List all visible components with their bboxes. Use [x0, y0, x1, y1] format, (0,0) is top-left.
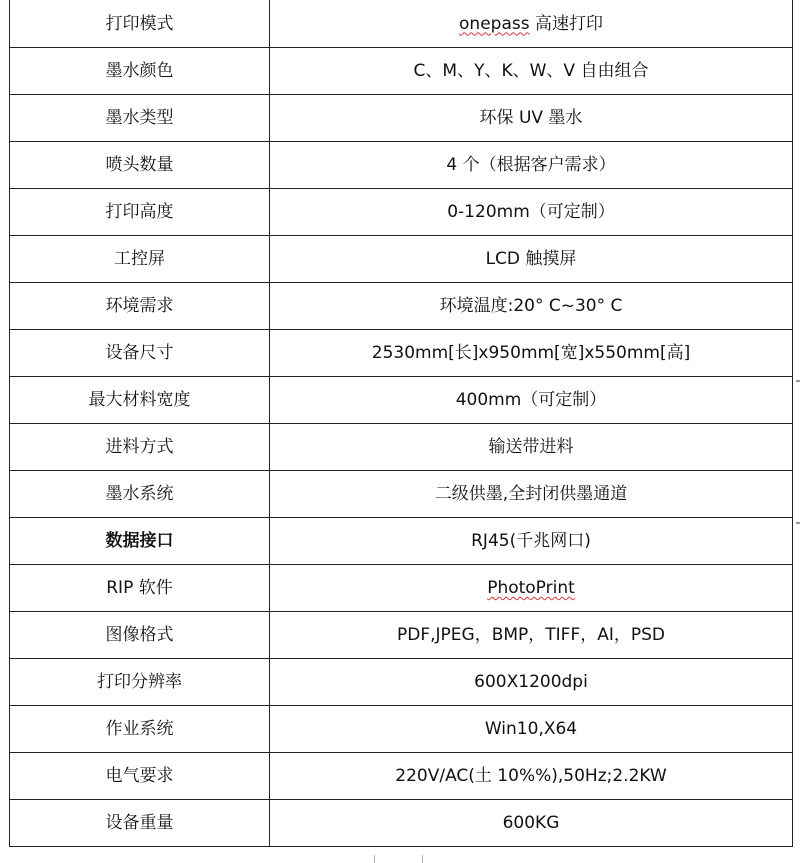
table-row: [10, 565, 793, 612]
row-label: 作业系统: [10, 706, 270, 753]
row-value: [270, 565, 793, 612]
spec-table: [9, 0, 793, 847]
row-label: 打印分辨率: [10, 659, 270, 706]
spellcheck-word: PhotoPrint: [487, 578, 575, 598]
row-label: 设备尺寸: [10, 330, 270, 377]
row-label: 进料方式: [10, 424, 270, 471]
spellcheck-word: onepass: [459, 13, 530, 34]
table-row: [10, 706, 793, 753]
row-value: [270, 0, 793, 48]
page-edge-marker: [796, 380, 800, 382]
row-value: PDF,JPEG，BMP，TIFF，AI，PSD: [270, 612, 793, 659]
table-row: [10, 659, 793, 706]
row-value: Win10,X64: [270, 706, 793, 753]
row-value: 输送带进料: [270, 424, 793, 471]
row-label: 电气要求: [10, 753, 270, 800]
row-label: 设备重量: [10, 800, 270, 847]
row-label: 打印高度: [10, 189, 270, 236]
table-row: [10, 612, 793, 659]
row-value: 二级供墨,全封闭供墨通道: [270, 471, 793, 518]
row-label: 墨水类型: [10, 95, 270, 142]
row-label: 打印模式: [10, 0, 270, 48]
table-row: [10, 142, 793, 189]
row-value: 2530mm[长]x950mm[宽]x550mm[高]: [270, 330, 793, 377]
row-value: 600X1200dpi: [270, 659, 793, 706]
row-label: 图像格式: [10, 612, 270, 659]
table-row: [10, 330, 793, 377]
row-label: 最大材料宽度: [10, 377, 270, 424]
table-row: [10, 471, 793, 518]
table-row: [10, 0, 793, 48]
table-row: [10, 95, 793, 142]
row-value: 环保 UV 墨水: [270, 95, 793, 142]
table-row: [10, 48, 793, 95]
row-label: 环境需求: [10, 283, 270, 330]
table-row: [10, 424, 793, 471]
row-value: C、M、Y、K、W、V 自由组合: [270, 48, 793, 95]
table-row: [10, 283, 793, 330]
row-label: 喷头数量: [10, 142, 270, 189]
row-label: 数据接口: [10, 518, 270, 565]
table-row: [10, 800, 793, 847]
row-value-suffix: 高速打印: [529, 13, 603, 34]
page-edge-marker: [796, 522, 800, 524]
row-value: 400mm（可定制）: [270, 377, 793, 424]
table-row: [10, 518, 793, 565]
row-label: 墨水颜色: [10, 48, 270, 95]
table-row: [10, 753, 793, 800]
row-label: 墨水系统: [10, 471, 270, 518]
table-row: [10, 189, 793, 236]
row-value: 600KG: [270, 800, 793, 847]
row-label: RIP 软件: [10, 565, 270, 612]
page-bottom-marker: [422, 855, 423, 863]
row-value: RJ45(千兆网口): [270, 518, 793, 565]
row-value: 4 个（根据客户需求）: [270, 142, 793, 189]
page-bottom-marker: [374, 855, 375, 863]
row-value: 220V/AC(土 10%%),50Hz;2.2KW: [270, 753, 793, 800]
table-row: [10, 377, 793, 424]
table-row: [10, 236, 793, 283]
row-value: LCD 触摸屏: [270, 236, 793, 283]
row-label: 工控屏: [10, 236, 270, 283]
row-value: 环境温度:20° C~30° C: [270, 283, 793, 330]
row-value: 0-120mm（可定制）: [270, 189, 793, 236]
